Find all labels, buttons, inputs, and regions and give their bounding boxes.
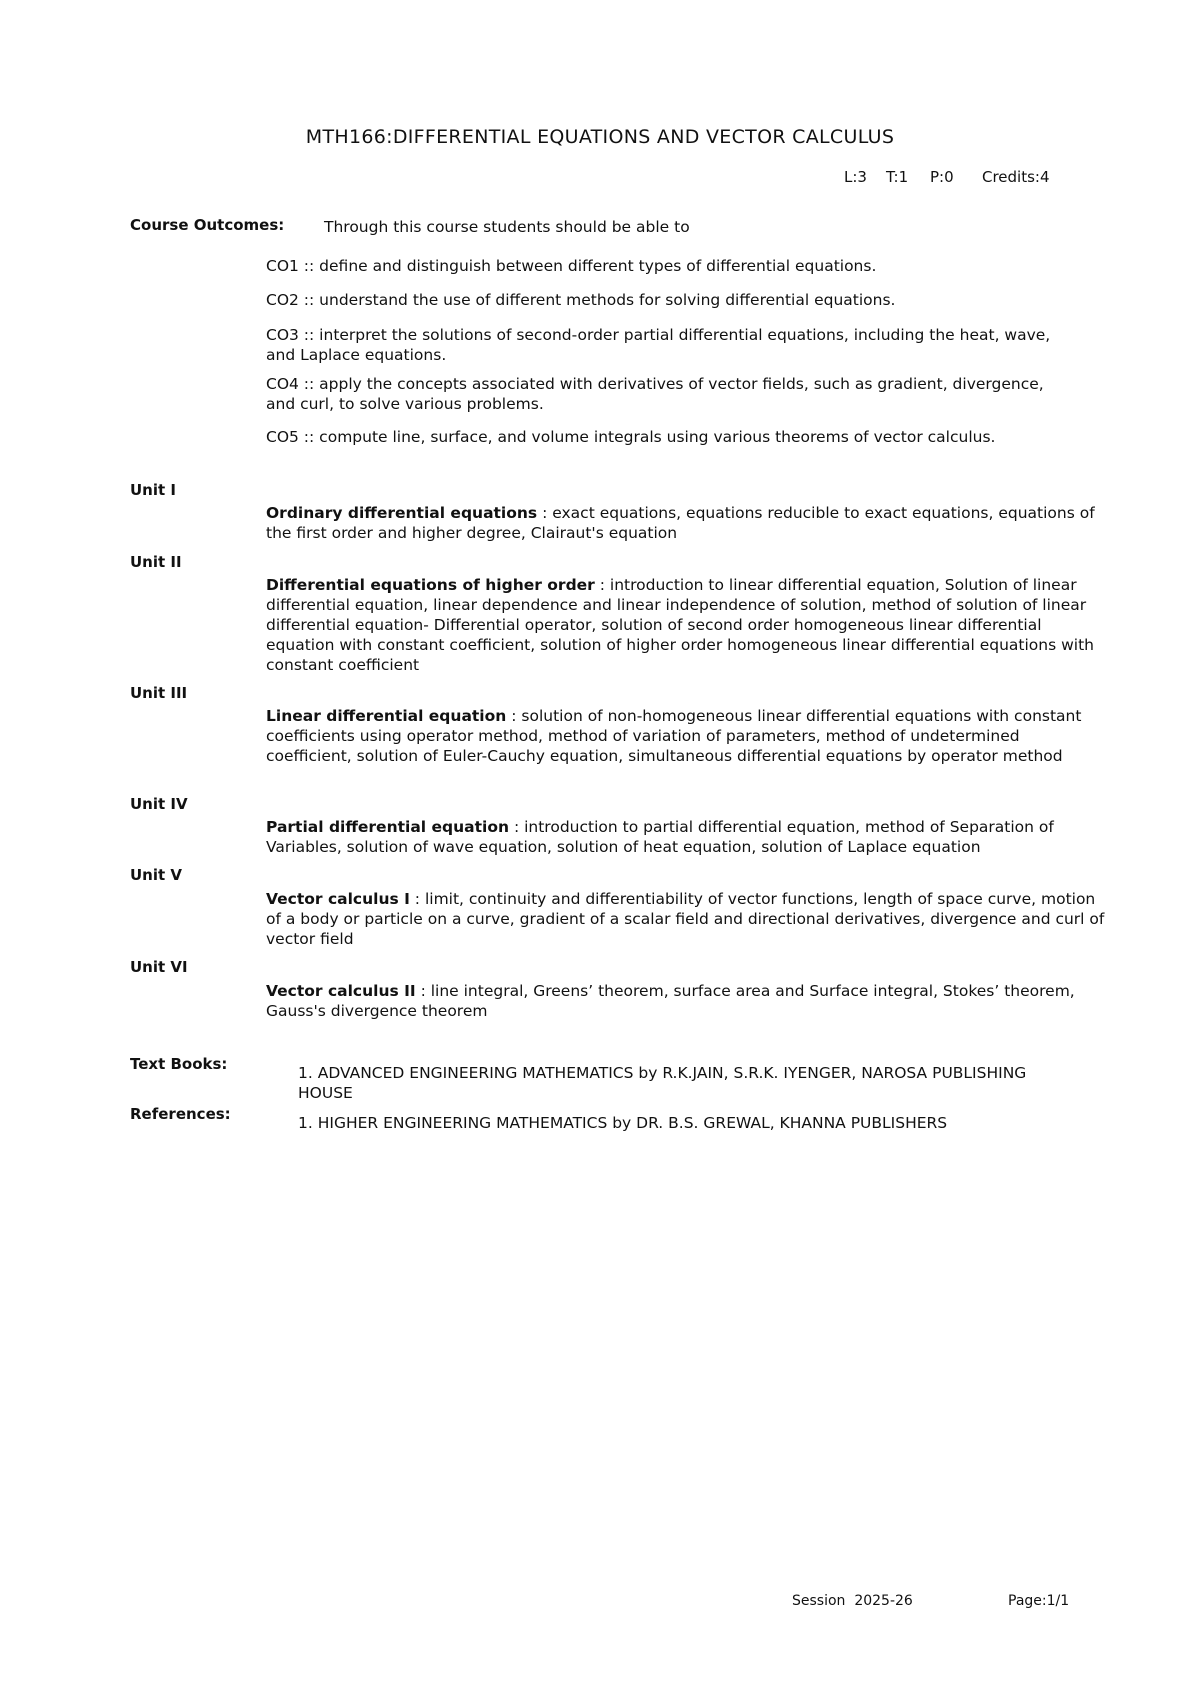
page-number: Page:1/1: [1008, 1593, 1070, 1609]
session-info: Session 2025-26: [792, 1593, 913, 1609]
unit-content: Vector calculus I : limit, continuity and differentiability of vector functions, length of space curve, motion of a body or particle on a curve, gradient of a scalar field and directional derivatives, divergence and curl of vector field: [266, 890, 1105, 948]
tutorial-hours: T:1: [886, 168, 909, 186]
page-title: MTH166:DIFFERENTIAL EQUATIONS AND VECTOR CALCULUS: [305, 126, 895, 148]
course-outcome: CO3 :: interpret the solutions of second-order partial differential equations, including the heat, wave, and Laplace equations.: [266, 326, 1051, 364]
unit-content: Vector calculus II : line integral, Greens’ theorem, surface area and Surface integral, Stokes’ theorem, Gauss's divergence theorem: [266, 982, 1075, 1020]
course-outcome: CO1 :: define and distinguish between different types of differential equations.: [266, 257, 877, 275]
text-book-item: 1. ADVANCED ENGINEERING MATHEMATICS by R.K.JAIN, S.R.K. IYENGER, NAROSA PUBLISHING HOUSE: [298, 1064, 1027, 1102]
course-outcomes-label: Course Outcomes:: [130, 216, 285, 234]
unit-content: Linear differential equation : solution of non-homogeneous linear differential equations with constant coefficients using operator method, method of variation of parameters, method of undetermined coefficient, solution of Euler-Cauchy equation, simultaneous differential equations by operator method: [266, 707, 1082, 765]
unit-label: Unit I: [130, 481, 176, 499]
course-outcomes-intro: Through this course students should be able to: [324, 218, 690, 236]
unit-description: exact equations, equations reducible to exact equations, equations of the first order and higher degree, Clairaut's equation: [266, 504, 1095, 542]
practical-hours: P:0: [930, 168, 954, 186]
course-outcome: CO2 :: understand the use of different methods for solving differential equations.: [266, 291, 896, 309]
references-label: References:: [130, 1105, 231, 1123]
unit-content: Differential equations of higher order : introduction to linear differential equation, Solution of linear differential equation, linear dependence and linear independence of solution, method of solution of linear differential equation- Differential operator, solution of second order homogeneous linear differential equation with constant coefficient, solution of higher order homogeneous linear differential equations with constant coefficient: [266, 576, 1094, 674]
unit-topic: Differential equations of higher order: [266, 576, 595, 594]
unit-topic: Linear differential equation: [266, 707, 507, 725]
course-outcome: CO4 :: apply the concepts associated with derivatives of vector fields, such as gradient, divergence, and curl, to solve various problems.: [266, 375, 1044, 413]
unit-label: Unit IV: [130, 795, 188, 813]
course-outcome: CO5 :: compute line, surface, and volume integrals using various theorems of vector calculus.: [266, 428, 996, 446]
unit-description: limit, continuity and differentiability of vector functions, length of space curve, motion of a body or particle on a curve, gradient of a scalar field and directional derivatives, divergence and curl of vector field: [266, 890, 1105, 948]
unit-description: introduction to linear differential equation, Solution of linear differential equation, linear dependence and linear independence of solution, method of solution of linear differential equation- Differential operator, solution of second order homogeneous linear differential equation with constant coefficient, solution of higher order homogeneous linear differential equations with constant coefficient: [266, 576, 1094, 674]
unit-description: line integral, Greens’ theorem, surface area and Surface integral, Stokes’ theorem, Gauss's divergence theorem: [266, 982, 1075, 1020]
unit-content: Ordinary differential equations : exact equations, equations reducible to exact equations, equations of the first order and higher degree, Clairaut's equation: [266, 504, 1095, 542]
unit-topic: Partial differential equation: [266, 818, 510, 836]
credits: Credits:4: [982, 168, 1050, 186]
unit-label: Unit VI: [130, 958, 188, 976]
unit-description: solution of non-homogeneous linear differential equations with constant coefficients using operator method, method of variation of parameters, method of undetermined coefficient, solution of Euler-Cauchy equation, simultaneous differential equations by operator method: [266, 707, 1082, 765]
lecture-hours: L:3: [844, 168, 867, 186]
unit-label: Unit V: [130, 866, 183, 884]
unit-topic: Ordinary differential equations: [266, 504, 538, 522]
unit-topic: Vector calculus I: [266, 890, 410, 908]
unit-label: Unit III: [130, 684, 188, 702]
unit-topic: Vector calculus II: [266, 982, 416, 1000]
unit-content: Partial differential equation : introduction to partial differential equation, method of Separation of Variables, solution of wave equation, solution of heat equation, solution of Laplace equation: [266, 818, 1054, 856]
reference-item: 1. HIGHER ENGINEERING MATHEMATICS by DR. B.S. GREWAL, KHANNA PUBLISHERS: [298, 1114, 948, 1132]
text-books-label: Text Books:: [130, 1055, 228, 1073]
unit-description: introduction to partial differential equation, method of Separation of Variables, solution of wave equation, solution of heat equation, solution of Laplace equation: [266, 818, 1054, 856]
unit-label: Unit II: [130, 553, 182, 571]
